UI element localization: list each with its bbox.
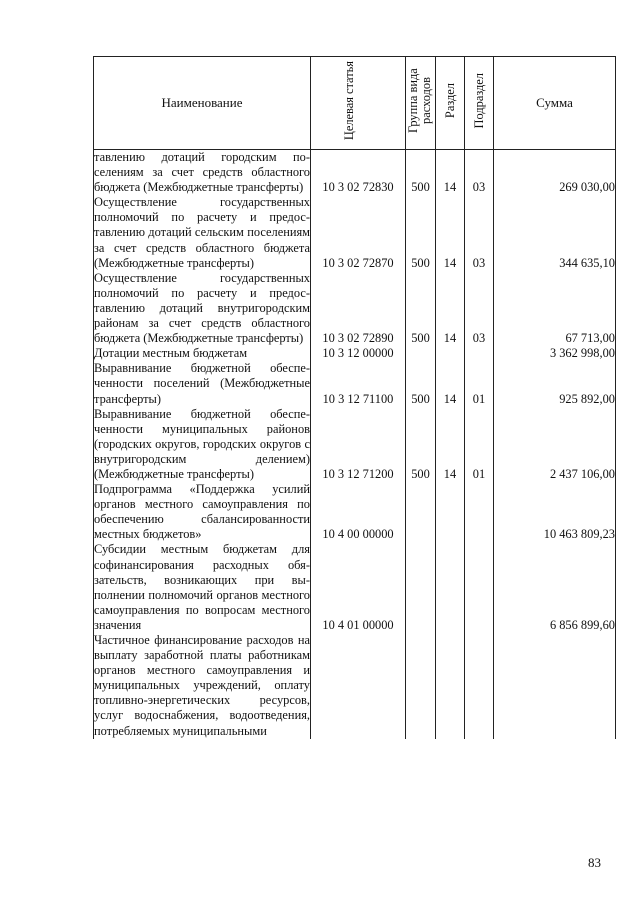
row-sum: 269 030,00	[494, 150, 616, 196]
header-name-cell	[94, 57, 311, 150]
row-sum	[494, 633, 616, 739]
row-group: 500	[406, 150, 436, 196]
row-name: Выравнивание бюджетной обеспеченности муниципальных районов (городских округов, городских округов с внутригородским делением) (Межбюджетные трансферты)	[94, 406, 310, 481]
row-name: Осуществление государственных полномочий по расчету и предоставлению дотаций сельским поселениям за счет средств областного бюджета (Межбюджетные трансферты)	[94, 195, 310, 270]
row-name: тавлению дотаций городским поселениям за счет средств областного бюджета (Межбюджетные трансферты)	[94, 150, 310, 195]
table-row	[94, 195, 616, 270]
row-group	[406, 346, 436, 361]
header-subsection-cell	[465, 57, 494, 150]
row-name: Выравнивание бюджетной обеспеченности поселений (Межбюджетные трансферты)	[94, 361, 310, 406]
row-target-code: 10 3 02 72870	[311, 195, 406, 270]
row-sum: 3 362 998,00	[494, 346, 616, 361]
row-target-code: 10 3 12 71100	[311, 361, 406, 406]
row-group	[406, 542, 436, 633]
row-name: Частичное финансирование расходов на выплату заработной платы работникам органов местного самоуправления и муниципальных учреждений, оплату топливно-энергетических ресурсов, услуг водоснабжения, водоотведения, потребляемых муниципальными	[94, 633, 310, 738]
row-sum: 2 437 106,00	[494, 407, 616, 482]
header-section-cell	[436, 57, 465, 150]
header-group: Группа вида расходов	[405, 68, 433, 134]
row-sum: 925 892,00	[494, 361, 616, 406]
row-target-code: 10 4 01 00000	[311, 542, 406, 633]
row-name: Дотации местным бюджетам	[94, 346, 311, 361]
table-row	[94, 361, 616, 406]
row-subsection: 01	[465, 407, 494, 482]
row-subsection: 03	[465, 195, 494, 270]
row-target-code: 10 3 02 72890	[311, 271, 406, 346]
row-group: 500	[406, 271, 436, 346]
table-row	[94, 633, 616, 739]
header-group-cell	[406, 57, 436, 150]
table-row	[94, 346, 616, 361]
row-name: Подпрограмма «Поддержка усилий органов местного самоуправления по обеспечению сбалансированности местных бюджетов»	[94, 482, 310, 542]
row-subsection	[465, 542, 494, 633]
row-sum: 344 635,10	[494, 195, 616, 270]
page-number: 83	[588, 855, 601, 870]
row-section: 14	[436, 195, 465, 270]
row-group	[406, 633, 436, 739]
header-sum: Сумма	[536, 95, 573, 110]
row-subsection: 03	[465, 150, 494, 196]
table-body	[94, 150, 616, 739]
table-row	[94, 482, 616, 542]
row-target-code: 10 4 00 00000	[311, 482, 406, 542]
budget-table	[93, 56, 616, 739]
table-row	[94, 150, 616, 196]
header-target-cell	[311, 57, 406, 150]
row-group: 500	[406, 361, 436, 406]
table-row	[94, 271, 616, 346]
row-subsection: 01	[465, 361, 494, 406]
row-section: 14	[436, 271, 465, 346]
row-target-code: 10 3 12 71200	[311, 407, 406, 482]
row-section: 14	[436, 361, 465, 406]
row-group: 500	[406, 195, 436, 270]
row-subsection	[465, 633, 494, 739]
row-section	[436, 542, 465, 633]
row-section	[436, 482, 465, 542]
row-subsection: 03	[465, 271, 494, 346]
row-subsection	[465, 482, 494, 542]
table-header	[94, 57, 616, 150]
row-target-code: 10 3 02 72830	[311, 150, 406, 196]
row-name: Осуществление государственных полномочий по расчету и предоставлению дотаций внутригородским районам за счет средств областного бюджета (Межбюджетные трансферты)	[94, 270, 310, 346]
header-target: Целевая статья	[342, 61, 356, 141]
row-group	[406, 482, 436, 542]
row-group: 500	[406, 407, 436, 482]
row-name: Субсидии местным бюджетам для софинансирования расходных обязательств, возникающих при выполнении полномочий органов местного самоуправления по вопросам местного значения	[94, 542, 310, 632]
row-target-code	[311, 633, 406, 739]
header-sum-cell	[494, 57, 616, 150]
row-sum: 6 856 899,60	[494, 542, 616, 633]
header-name: Наименование	[161, 95, 243, 110]
row-section	[436, 633, 465, 739]
table-row	[94, 542, 616, 633]
row-sum: 67 713,00	[494, 271, 616, 346]
row-section: 14	[436, 150, 465, 196]
row-target-code: 10 3 12 00000	[311, 346, 406, 361]
row-section: 14	[436, 407, 465, 482]
header-section: Раздел	[442, 83, 457, 119]
row-subsection	[465, 346, 494, 361]
table-row	[94, 407, 616, 482]
row-section	[436, 346, 465, 361]
header-subsection: Подраздел	[471, 73, 486, 129]
row-sum: 10 463 809,23	[494, 482, 616, 542]
